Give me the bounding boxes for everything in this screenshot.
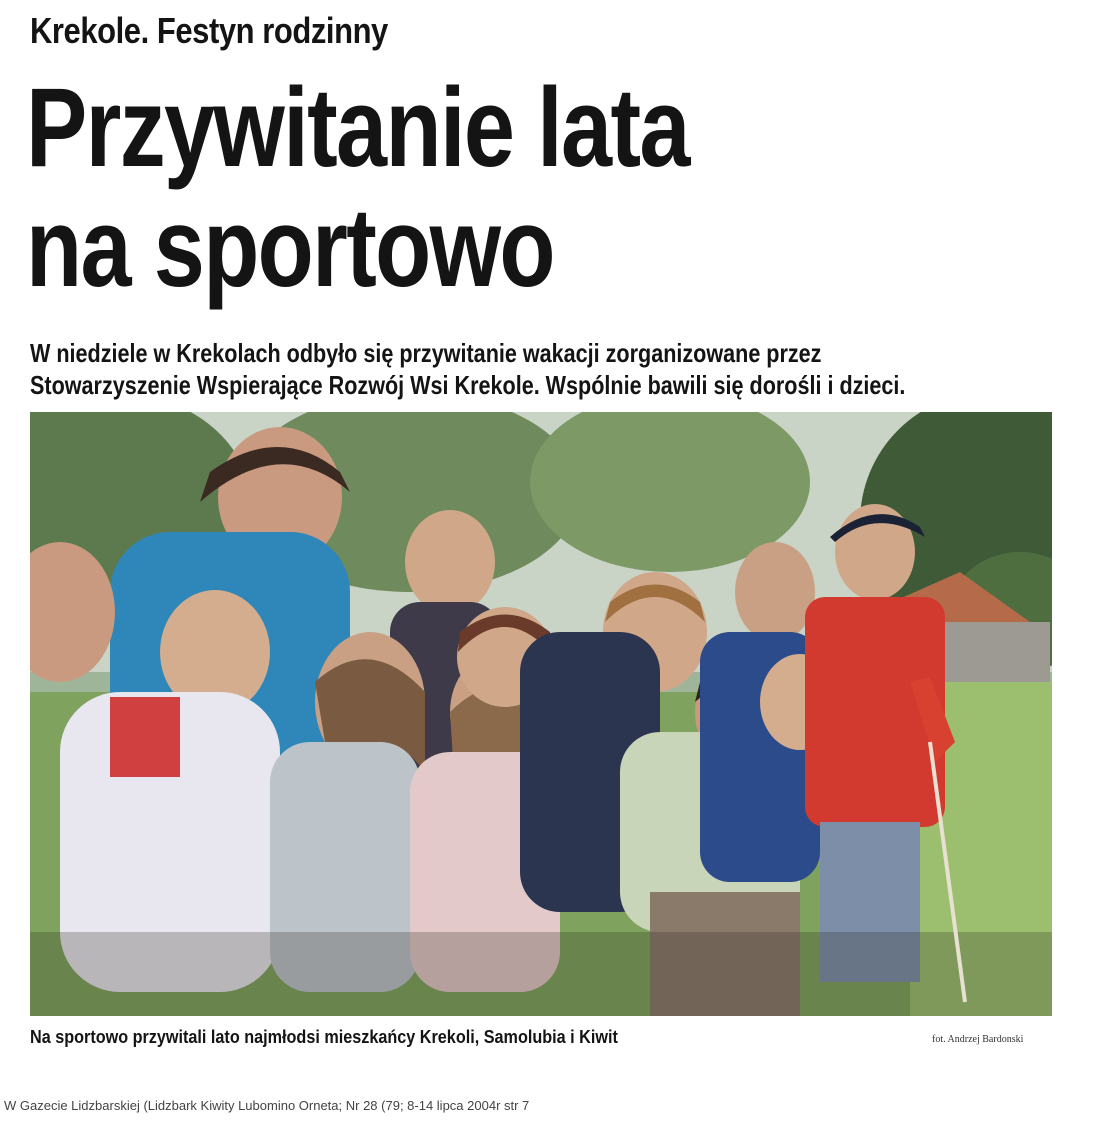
source-line: W Gazecie Lidzbarskiej (Lidzbark Kiwity Lubomino Orneta; Nr 28 (79; 8-14 lipca 2004r str 7 bbox=[4, 1098, 530, 1113]
article-lead bbox=[30, 337, 1026, 401]
photo-caption: Na sportowo przywitali lato najmłodsi mieszkańcy Krekoli, Samolubia i Kiwit bbox=[30, 1027, 618, 1047]
article-photo bbox=[30, 412, 1052, 1016]
article-headline bbox=[26, 65, 689, 310]
lead-line-2: Stowarzyszenie Wspierające Rozwój Wsi Krekole. Wspólnie bawili się dorośli i dzieci. bbox=[30, 370, 906, 400]
headline-line-2: na sportowo bbox=[26, 185, 554, 310]
headline-line-1: Przywitanie lata bbox=[26, 65, 689, 190]
photo-illustration bbox=[30, 412, 1052, 1016]
lead-line-1: W niedziele w Krekolach odbyło się przywitanie wakacji zorganizowane przez bbox=[30, 338, 822, 368]
article-kicker: Krekole. Festyn rodzinny bbox=[30, 10, 388, 51]
photo-credit: fot. Andrzej Bardonski bbox=[932, 1034, 1024, 1045]
